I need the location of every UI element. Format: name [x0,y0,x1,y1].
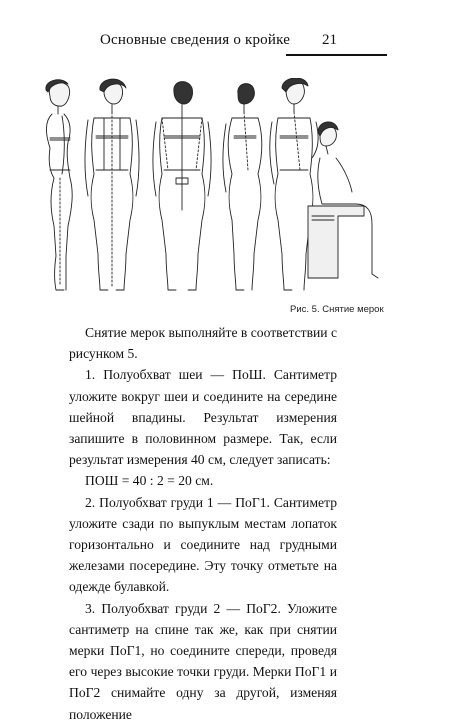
paragraph-intro: Снятие мерок выполняйте в соответствии с рисунком 5. [69,325,337,362]
paragraph-formula: ПОШ = 40 : 2 = 20 см. [85,473,214,489]
measurement-figure [38,78,393,296]
paragraph-bust-girth-1: 2. Полуобхват груди 1 — ПоГ1. Сантиметр уложите сзади по выпуклым местам лопаток горизонтально и соедините над грудными железами посередине. Эту точку отметьте на одежде булавкой. [69,494,337,595]
header-rule [286,54,387,56]
figure-back-view [153,82,211,290]
figure-side-view [46,80,72,290]
page-number: 21 [322,32,337,48]
body-text [69,322,337,725]
paragraph-neck-girth: 1. Полуобхват шеи — ПоШ. Сантиметр уложите вокруг шеи и соедините на середине шейной впадины. Результат измерения запишите в половинном размере. Так, если результат измерения 40 см, следует записать: [69,367,337,468]
figure-seated-view [308,122,378,278]
page-header [0,32,465,58]
figure-caption: Рис. 5. Снятие мерок [290,304,384,315]
figure-illustration [38,78,393,296]
figure-back-side-view [223,84,262,290]
paragraph-bust-girth-2: 3. Полуобхват груди 2 — ПоГ2. Уложите сантиметр на спине так же, как при снятии мерки ПоГ1, но соедините спереди, проведя его через высокие точки груди. Мерки ПоГ1 и ПоГ2 снимайте одну за другой, изменяя положение [69,600,337,722]
running-head: Основные сведения о кройке [100,32,291,48]
figure-front-view [85,79,139,290]
